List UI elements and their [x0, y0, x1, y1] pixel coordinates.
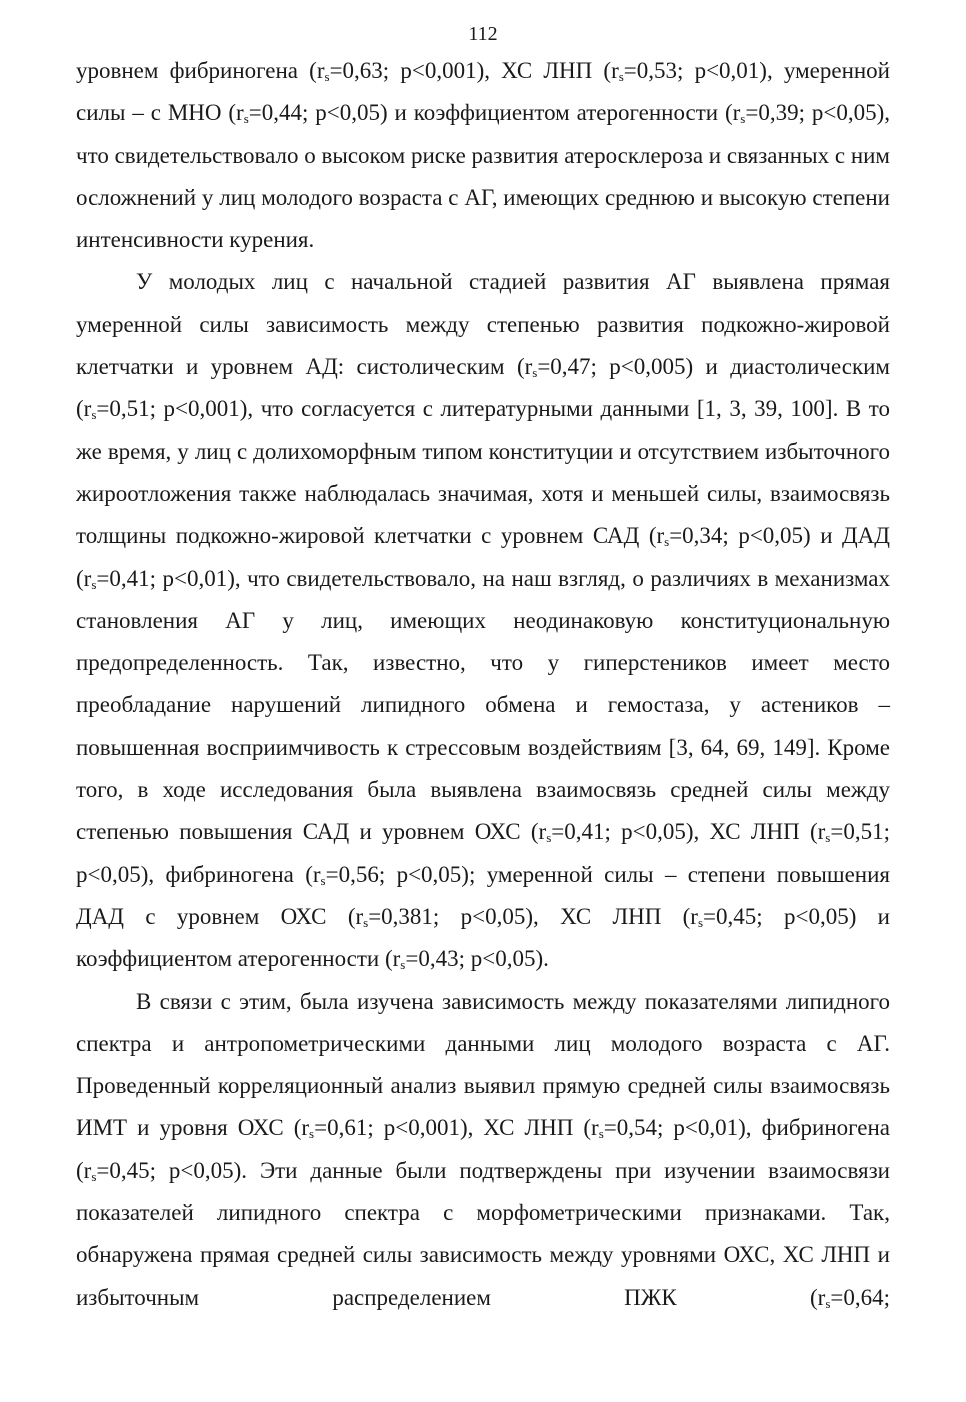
subscript-s: s [91, 1168, 97, 1184]
subscript-s: s [546, 830, 552, 846]
text-run: =0,41; p<0,05), ХС ЛНП (r [551, 819, 826, 845]
subscript-s: s [309, 1126, 315, 1142]
subscript-s: s [363, 914, 369, 930]
subscript-s: s [697, 914, 704, 930]
text-run: =0,56; p<0,05); умеренной силы – степени повышения ДАД с уровнем ОХС (r [76, 861, 890, 929]
subscript-s: s [618, 69, 624, 84]
paragraph-3 [76, 981, 890, 1319]
text-run: =0,34; p<0,05) и ДАД (r [76, 523, 890, 591]
subscript-s: s [598, 1126, 604, 1142]
subscript-s: s [320, 872, 326, 888]
document-body [76, 50, 890, 1319]
subscript-s: s [91, 576, 97, 592]
subscript-s: s [243, 111, 249, 127]
subscript-s: s [324, 69, 330, 84]
text-run: =0,54; p<0,01), фибриногена (r [76, 1115, 890, 1183]
text-run: уровнем фибриногена (r [76, 58, 325, 83]
paragraph-2 [76, 261, 890, 980]
text-run: =0,44; p<0,05) и коэффициентом атерогенности (r [248, 100, 741, 126]
text-run: В связи с этим, была изучена зависимость между показателями липидного спектра и антропометрическими данными лиц молодого возраста с АГ. Проведенный корреляционный анализ выявил прямую средней силы взаимосвязь ИМТ и уровня ОХС (r [76, 988, 890, 1141]
text-run: У молодых лиц с начальной стадией развития АГ выявлена прямая умеренной силы зависимость между степенью развития подкожно-жировой клетчатки и уровнем АД: систолическим (r [76, 269, 890, 380]
text-run: =0,51; p<0,05), фибриногена (r [76, 819, 890, 887]
text-run: =0,43; p<0,05). [405, 946, 549, 972]
subscript-s: s [532, 365, 538, 381]
text-run: =0,64; [830, 1284, 890, 1310]
page-number: 112 [468, 23, 498, 45]
subscript-s: s [400, 957, 406, 973]
subscript-s: s [825, 1295, 831, 1311]
subscript-s: s [664, 534, 670, 550]
text-run: =0,53; p<0,01), умеренной силы – с МНО (r [76, 58, 890, 126]
text-run: =0,63; p<0,001), ХС ЛНП (r [329, 58, 619, 83]
text-run: =0,61; p<0,001), ХС ЛНП (r [314, 1115, 599, 1141]
text-run: =0,45; p<0,05). Эти данные были подтверждены при изучении взаимосвязи показателей липидного спектра с морфометрическими признаками. Так, обнаружена прямая средней силы зависимость между уровнями ОХС, ХС ЛНП и избыточным распределением ПЖК (r [76, 1157, 890, 1310]
subscript-s: s [825, 830, 831, 846]
text-run: =0,47; p<0,005) и диастолическим (r [76, 354, 890, 422]
text-run: =0,39; p<0,05), что свидетельствовало о высоком риске развития атеросклероза и связанных с ним осложнений у лиц молодого возраста с АГ, имеющих среднюю и высокую степени интенсивности курения. [76, 100, 890, 253]
text-run: =0,381; p<0,05), ХС ЛНП (r [368, 903, 698, 929]
text-run: =0,51; p<0,001), что согласуется с литературными данными [1, 3, 39, 100]. В то же время, у лиц с долихоморфным типом конституции и отсутствием избыточного жироотложения также наблюдалась значимая, хотя и меньшей силы, взаимосвязь толщины подкожно-жировой клетчатки с уровнем САД (r [76, 396, 890, 549]
text-run: =0,45; p<0,05) и коэффициентом атерогенности (r [76, 903, 890, 972]
subscript-s: s [91, 407, 97, 423]
paragraph-1 [76, 50, 890, 261]
text-run: =0,41; p<0,01), что свидетельствовало, на наш взгляд, о различиях в механизмах становления АГ у лиц, имеющих неодинаковую конституциональную предопределенность. Так, известно, что у гиперстеников имеет место преобладание нарушений липидного обмена и гемостаза, у астеников – повышенная восприимчивость к стрессовым воздействиям [3, 64, 69, 149]. Кроме того, в ходе исследования была выявлена взаимосвязь средней силы между степенью повышения САД и уровнем ОХС (r [76, 565, 890, 845]
subscript-s: s [740, 111, 746, 127]
